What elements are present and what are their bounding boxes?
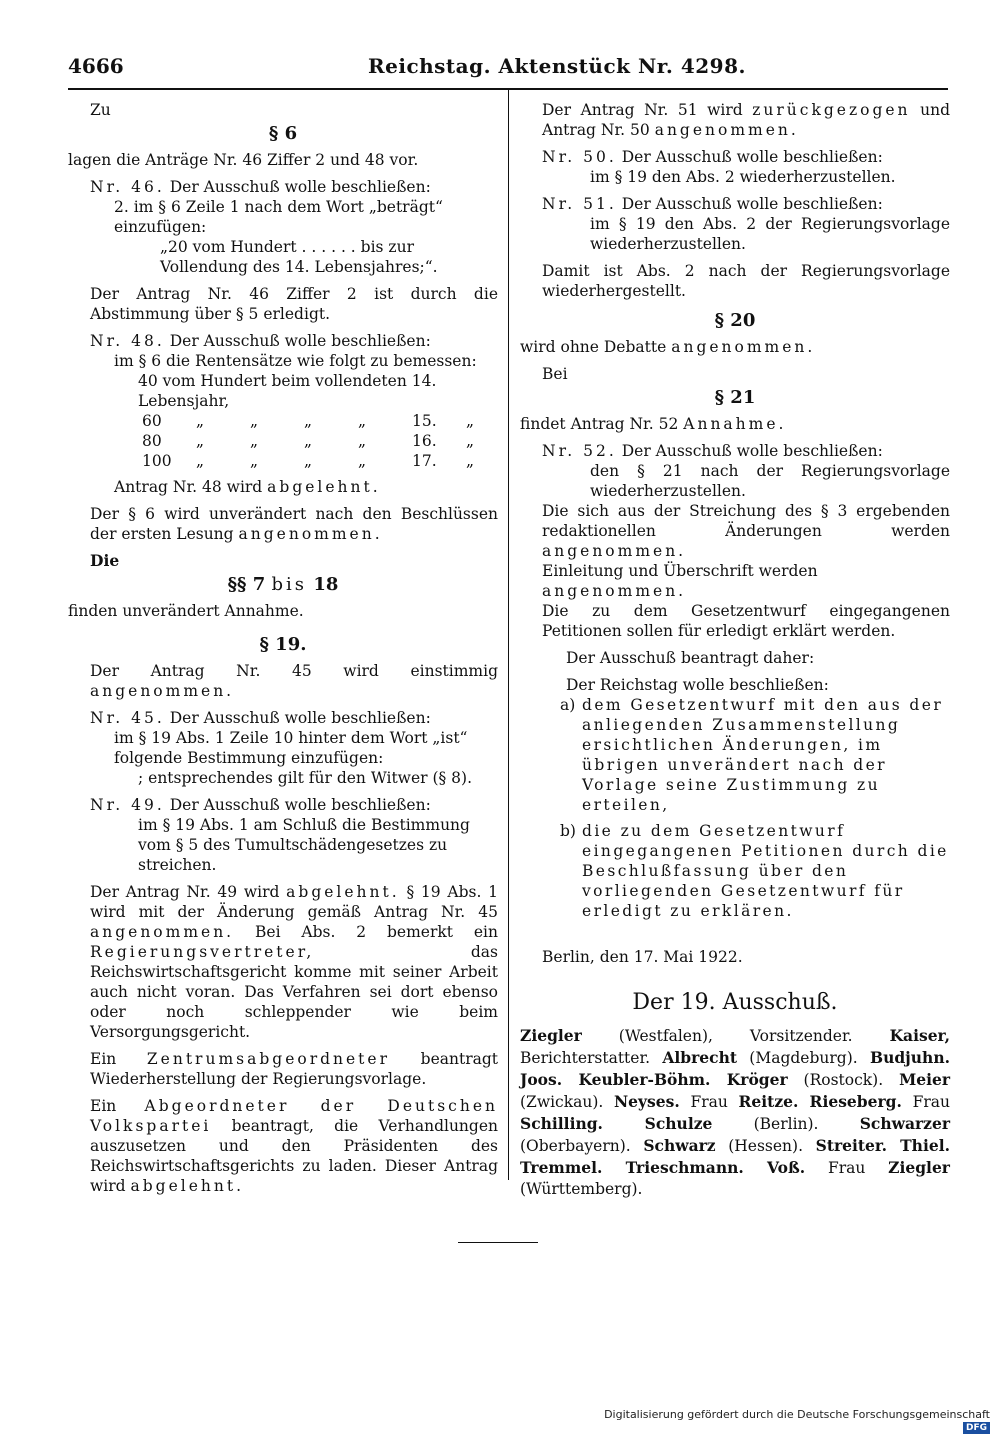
ditto-mark: „ <box>466 412 475 430</box>
motion-50-head <box>520 147 950 167</box>
member-name: Streiter. Thiel. Tremmel. Trieschmann. Voß. <box>520 1136 950 1177</box>
member-name: Meier <box>899 1070 950 1089</box>
member-note: (Württemberg). <box>520 1180 643 1198</box>
dvp-intro: Ein <box>90 1097 117 1115</box>
motion-49-item: im § 19 Abs. 1 am Schluß die Bestimmung vom § 5 des Tumultschädengesetzes zu streichen. <box>138 816 470 874</box>
motion-49-label: Nr. 49. <box>90 796 165 814</box>
motion-46-text: Der Ausschuß wolle beschließen: <box>169 178 431 196</box>
member-note: Frau <box>679 1093 739 1111</box>
motion-46-item: 2. im § 6 Zeile 1 nach dem Wort „beträgt“ einzufügen: <box>114 198 443 236</box>
motion-50-text: und Antrag Nr. 50 <box>542 101 950 139</box>
petitions-text: Die zu dem Gesetzentwurf eingegangenen Petitionen sollen für erledigt erklärt werden. <box>542 602 950 640</box>
page-number: 4666 <box>68 54 124 78</box>
section-21-text <box>520 414 950 434</box>
member-note: (Hessen). <box>715 1137 816 1155</box>
member-note: (Zwickau). <box>520 1093 615 1111</box>
rate-age: 16. <box>412 432 437 450</box>
section-19-change-text: § 19 Abs. 1 wird mit der Änderung gemäß Antrag Nr. 45 <box>90 883 498 921</box>
motion-50-item: im § 19 den Abs. 2 wiederherzustellen. <box>590 168 896 186</box>
resolution-item-a <box>520 695 950 815</box>
committee-members <box>520 1025 950 1200</box>
motion-51-verdict: zurückgezogen <box>752 101 911 119</box>
ditto-mark: „ <box>250 452 259 470</box>
section-19-change-verdict: angenommen. <box>90 923 235 941</box>
motion-48-result <box>68 477 498 497</box>
section-19-title: § 19. <box>259 634 307 655</box>
footer-text: Digitalisierung gefördert durch die Deutsche Forschungsgemeinschaft <box>604 1408 990 1421</box>
right-column <box>520 100 950 1200</box>
motion-50-label: Nr. 50. <box>542 148 617 166</box>
rate-age: 15. <box>412 412 437 430</box>
item-b-text: die zu dem Gesetzentwurf eingegangenen Petitionen durch die Beschlußfassung über den vorliegenden Gesetzentwurf für erledigt zu erklären. <box>582 822 949 920</box>
abs2-remark-intro: Bei Abs. 2 bemerkt ein <box>255 923 498 941</box>
committee-title: Der 19. Ausschuß. <box>632 990 838 1015</box>
member-note: (Magdeburg). <box>737 1049 870 1067</box>
page-header <box>68 54 948 88</box>
member-name: Schwarzer <box>859 1114 951 1133</box>
ditto-mark: „ <box>466 452 475 470</box>
ditto-mark: „ <box>358 452 367 470</box>
section-bis: bis <box>271 574 308 595</box>
motion-52-head-text: Der Ausschuß wolle beschließen: <box>621 442 883 460</box>
member-name: Ziegler <box>888 1158 950 1177</box>
rates-table <box>142 411 488 471</box>
member-note: Frau <box>805 1159 889 1177</box>
reichstag-resolve: Der Reichstag wolle beschließen: <box>566 676 829 694</box>
section-7-18-text: finden unverändert Annahme. <box>68 602 304 620</box>
member-name: Ziegler <box>520 1026 582 1045</box>
motion-48-first-rate: 40 vom Hundert beim vollendeten 14. Lebensjahr, <box>138 372 437 410</box>
introduction-title <box>520 561 950 601</box>
motion-49-result <box>68 882 498 1042</box>
motion-48-result-text: Antrag Nr. 48 wird <box>114 478 263 496</box>
item-a-mark: a) <box>560 696 576 714</box>
rate-value: 60 <box>142 412 162 430</box>
rate-row <box>142 411 488 431</box>
zentrum-intro: Ein <box>90 1050 117 1068</box>
section-6-title: § 6 <box>268 123 298 144</box>
rate-age: 17. <box>412 452 437 470</box>
motion-45-item: im § 19 Abs. 1 Zeile 10 hinter dem Wort „ist“ folgende Bestimmung einzufügen: <box>114 729 468 767</box>
member-note: Berichterstatter. <box>520 1049 663 1067</box>
motion-51-item: im § 19 den Abs. 2 der Regierungsvorlage wiederherzustellen. <box>590 215 950 253</box>
motion-51-50-result <box>520 100 950 140</box>
motion-45-head <box>68 708 498 728</box>
introduction-text: Einleitung und Überschrift werden <box>542 562 818 580</box>
motion-48-text: Der Ausschuß wolle beschließen: <box>169 332 431 350</box>
zu-word: Zu <box>90 101 111 119</box>
section-6-final-text: Der § 6 wird unverändert nach den Beschlüssen der ersten Lesung <box>90 505 498 543</box>
ditto-mark: „ <box>196 452 205 470</box>
abs2-restored: Damit ist Abs. 2 nach der Regierungsvorlage wiederhergestellt. <box>542 262 950 300</box>
zentrum-motion <box>68 1049 498 1089</box>
section-7-18-title <box>68 575 498 595</box>
member-note: (Berlin). <box>712 1115 860 1133</box>
bei-word: Bei <box>542 365 568 383</box>
motion-45-quote: ; entsprechendes gilt für den Witwer (§ 8). <box>138 769 473 787</box>
ditto-mark: „ <box>250 412 259 430</box>
section-19-intro <box>68 661 498 701</box>
motion-51-text: Der Antrag Nr. 51 wird <box>542 101 743 119</box>
section-21-verdict: Annahme. <box>683 415 787 433</box>
zentrum-deputy: Zentrumsabgeordneter <box>146 1050 390 1068</box>
motion-45-text: Der Ausschuß wolle beschließen: <box>169 709 431 727</box>
editorial-changes-verdict: angenommen. <box>542 542 687 560</box>
dfg-logo-icon: DFG <box>963 1422 990 1434</box>
ditto-mark: „ <box>466 432 475 450</box>
section-6-final-verdict: angenommen. <box>238 525 383 543</box>
resolution-item-b <box>520 821 950 921</box>
introduction-verdict: angenommen. <box>542 582 687 600</box>
motion-50-verdict: angenommen. <box>654 121 799 139</box>
ditto-mark: „ <box>304 432 313 450</box>
section-20-text <box>520 337 950 357</box>
rate-value: 100 <box>142 452 172 470</box>
ditto-mark: „ <box>196 432 205 450</box>
member-name: Schilling. Schulze <box>520 1114 713 1133</box>
editorial-changes <box>520 501 950 561</box>
item-b-mark: b) <box>560 822 576 840</box>
ditto-mark: „ <box>196 412 205 430</box>
government-representative: Regierungsvertreter, <box>90 943 315 961</box>
motion-52-head <box>520 441 950 461</box>
section-20-text-a: wird ohne Debatte <box>520 338 667 356</box>
motion-45-label: Nr. 45. <box>90 709 165 727</box>
motion-46-head <box>68 177 498 197</box>
member-name: Budjuhn. Joos. Keubler-Böhm. Kröger <box>520 1048 950 1089</box>
editorial-changes-text: Die sich aus der Streichung des § 3 ergebenden redaktionellen Änderungen werden <box>542 502 950 540</box>
member-note: Frau <box>901 1093 950 1111</box>
zentrum-text: beantragt Wiederherstellung der Regierungsvorlage. <box>90 1050 498 1088</box>
closing-rule <box>458 1242 538 1243</box>
motion-48-item: im § 6 die Rentensätze wie folgt zu bemessen: <box>114 352 477 370</box>
motion-49-text: Der Ausschuß wolle beschließen: <box>169 796 431 814</box>
signature-date: Berlin, den 17. Mai 1922. <box>542 948 743 966</box>
member-note: (Rostock). <box>787 1071 900 1089</box>
rate-row <box>142 451 488 471</box>
motion-52-item: den § 21 nach der Regierungsvorlage wiederherzustellen. <box>590 462 950 500</box>
motion-52-label: Nr. 52. <box>542 442 617 460</box>
dvp-deputy: Abgeordneter der Deutschen Volkspartei <box>90 1097 498 1135</box>
left-column <box>68 100 498 1196</box>
motion-49-result-text: Der Antrag Nr. 49 wird <box>90 883 280 901</box>
motion-46-result: Der Antrag Nr. 46 Ziffer 2 ist durch die Abstimmung über § 5 erledigt. <box>90 285 498 323</box>
ditto-mark: „ <box>358 412 367 430</box>
rate-value: 80 <box>142 432 162 450</box>
committee-motion: Der Ausschuß beantragt daher: <box>566 649 815 667</box>
member-name: Neyses. <box>614 1092 680 1111</box>
member-name: Kaiser, <box>889 1026 950 1045</box>
motion-49-head <box>68 795 498 815</box>
motion-50-head-text: Der Ausschuß wolle beschließen: <box>621 148 883 166</box>
die-word: Die <box>90 551 120 570</box>
dvp-text: beantragt, die Verhandlungen auszusetzen und den Präsidenten des Reichswirtschaftsgerichts zu laden. Dieser Antrag wird <box>90 1117 498 1195</box>
item-a-text: dem Gesetzentwurf mit den aus der anliegenden Zusammenstellung ersichtlichen Änderungen, im übrigen unverändert nach der Vorlage seine Zustimmung zu erteilen, <box>582 696 944 814</box>
motion-48-head <box>68 331 498 351</box>
digitization-footer <box>590 1408 990 1434</box>
column-divider <box>508 90 509 1180</box>
motion-48-label: Nr. 48. <box>90 332 165 350</box>
section-6-intro: lagen die Anträge Nr. 46 Ziffer 2 und 48 vor. <box>68 151 419 169</box>
motion-48-result-verdict: abgelehnt. <box>267 478 381 496</box>
running-head: Reichstag. Aktenstück Nr. 4298. <box>368 54 746 78</box>
member-name: Reitze. Rieseberg. <box>738 1092 902 1111</box>
member-name: Schwarz <box>643 1136 716 1155</box>
ditto-mark: „ <box>304 452 313 470</box>
motion-51-label: Nr. 51. <box>542 195 617 213</box>
section-19-intro-verdict: angenommen. <box>90 682 235 700</box>
ditto-mark: „ <box>250 432 259 450</box>
section-21-title: § 21 <box>714 387 756 408</box>
motion-46-quote: „20 vom Hundert . . . . . . bis zur Vollendung des 14. Lebensjahres;“. <box>160 238 438 276</box>
member-note: (Westfalen), Vorsitzender. <box>581 1027 890 1045</box>
dvp-verdict: abgelehnt. <box>130 1177 245 1195</box>
motion-49-result-verdict: abgelehnt. <box>286 883 400 901</box>
ditto-mark: „ <box>304 412 313 430</box>
section-20-title: § 20 <box>714 310 756 331</box>
section-19-intro-text: Der Antrag Nr. 45 wird einstimmig <box>90 662 498 680</box>
section-6-final <box>68 504 498 544</box>
rate-row <box>142 431 488 451</box>
section-7-label: §§ 7 <box>227 574 266 595</box>
section-20-verdict: angenommen. <box>671 338 816 356</box>
dvp-motion <box>68 1096 498 1196</box>
ditto-mark: „ <box>358 432 367 450</box>
section-21-text-a: findet Antrag Nr. 52 <box>520 415 679 433</box>
member-name: Albrecht <box>662 1048 738 1067</box>
abs2-remark-text: das Reichswirtschaftsgericht komme mit seiner Arbeit auch nicht voran. Das Verfahren sei dort ebenso oder noch schleppender wie beim Versorgungsgericht. <box>90 943 498 1041</box>
member-note: (Oberbayern). <box>520 1137 644 1155</box>
motion-51-head <box>520 194 950 214</box>
motion-46-label: Nr. 46. <box>90 178 165 196</box>
section-18-label: 18 <box>313 574 339 595</box>
motion-51-head-text: Der Ausschuß wolle beschließen: <box>621 195 883 213</box>
